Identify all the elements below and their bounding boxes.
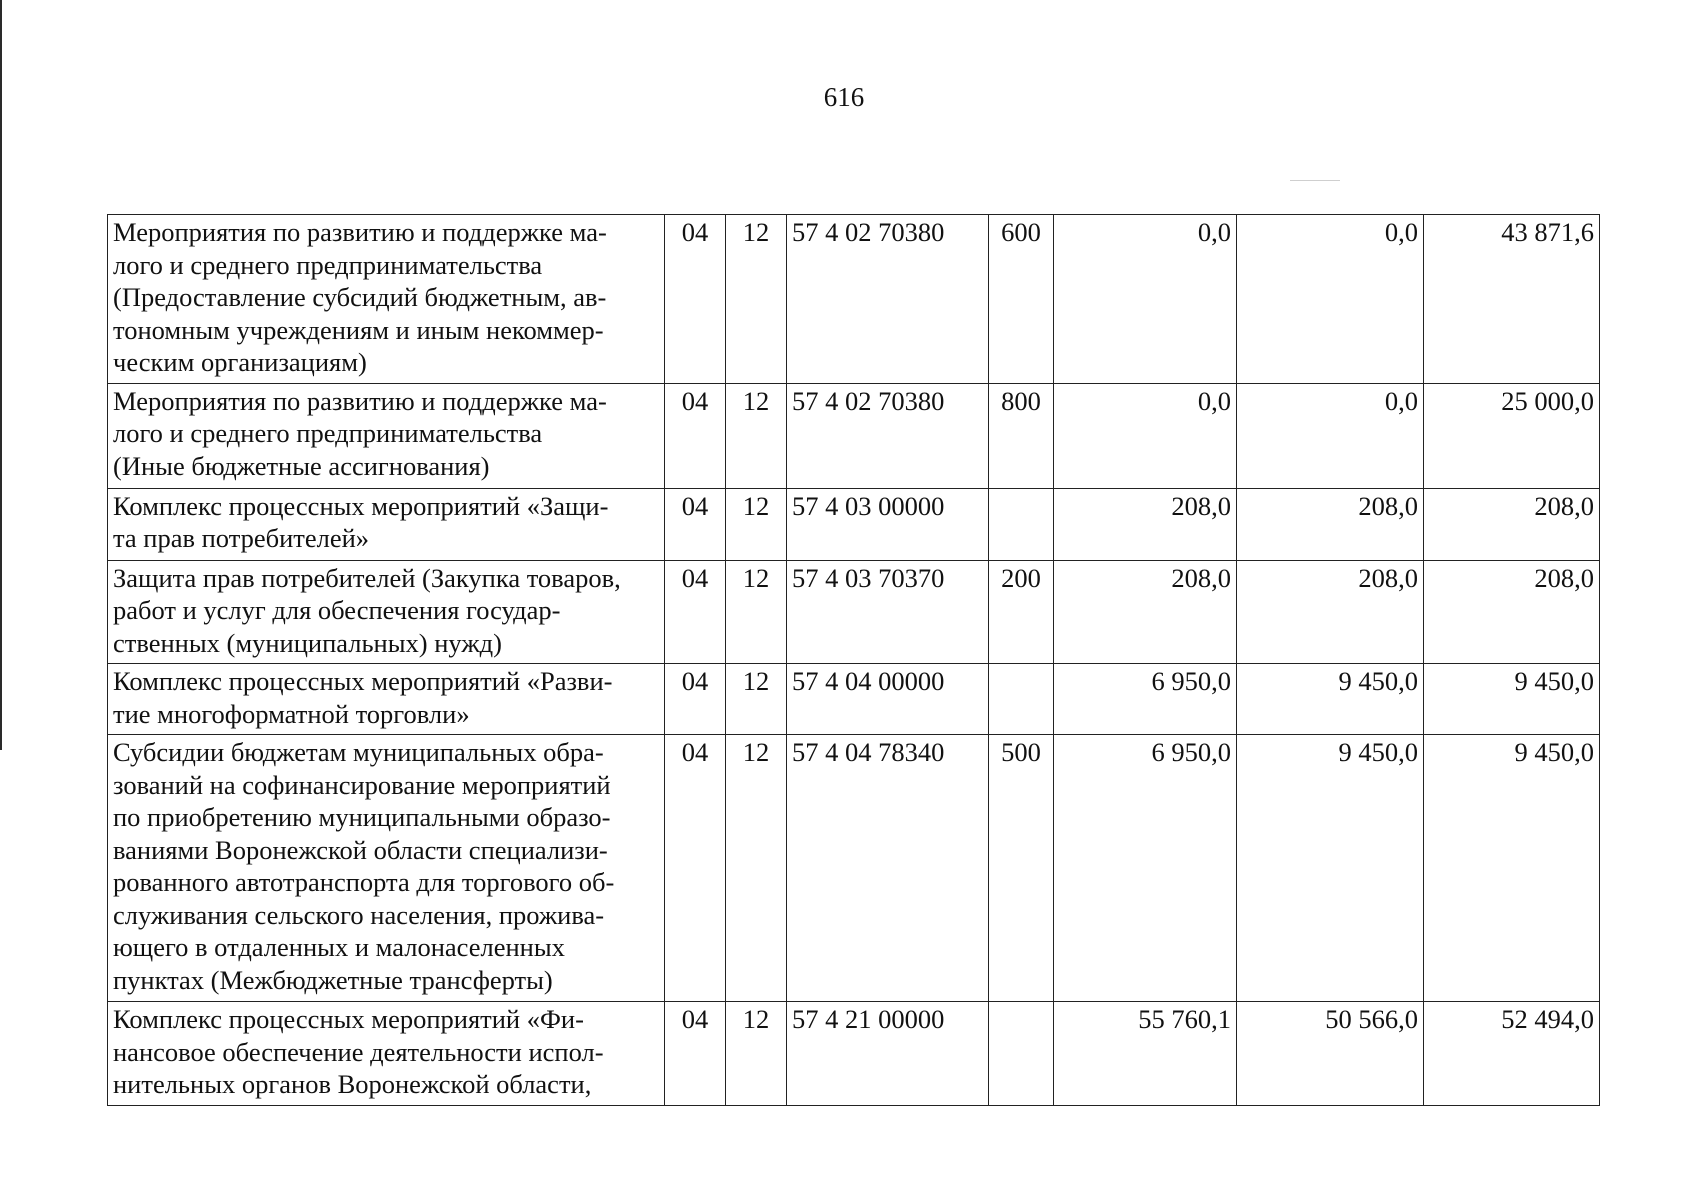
amount-cell-3: 208,0 [1424, 488, 1600, 560]
amount-cell-1: 208,0 [1054, 560, 1237, 664]
row-name-cell: Субсидии бюджетам муниципальных обра- зований на софинансирование мероприятий по приобретению муниципальными образо- ваниями Воронежской области специализи- рованного автотранспорта для торгового об- служивания сельского населения, прожива- ющего в отдаленных и малонаселенных пунктах (Межбюджетные трансферты) [108, 735, 665, 1002]
section-code-cell: 04 [665, 735, 726, 1002]
target-article-cell: 57 4 02 70380 [787, 383, 989, 488]
subsection-code-cell: 12 [726, 664, 787, 735]
amount-cell-2: 9 450,0 [1237, 735, 1424, 1002]
expense-type-cell [989, 488, 1054, 560]
page-number: 616 [823, 82, 865, 112]
subsection-code-cell: 12 [726, 560, 787, 664]
amount-cell-3: 208,0 [1424, 560, 1600, 664]
row-name-cell: Мероприятия по развитию и поддержке ма- лого и среднего предпринимательства (Иные бюджетные ассигнования) [108, 383, 665, 488]
scan-artifact [1290, 180, 1340, 181]
table-body [108, 215, 1600, 1106]
amount-cell-1: 6 950,0 [1054, 735, 1237, 1002]
amount-cell-1: 55 760,1 [1054, 1002, 1237, 1106]
row-name-cell: Комплекс процессных мероприятий «Разви- тие многоформатной торговли» [108, 664, 665, 735]
amount-cell-1: 6 950,0 [1054, 664, 1237, 735]
section-code-cell: 04 [665, 383, 726, 488]
amount-cell-2: 208,0 [1237, 488, 1424, 560]
expense-type-cell: 500 [989, 735, 1054, 1002]
amount-cell-2: 50 566,0 [1237, 1002, 1424, 1106]
amount-cell-2: 208,0 [1237, 560, 1424, 664]
target-article-cell: 57 4 21 00000 [787, 1002, 989, 1106]
subsection-code-cell: 12 [726, 1002, 787, 1106]
amount-cell-1: 0,0 [1054, 215, 1237, 384]
row-name-cell: Защита прав потребителей (Закупка товаров, работ и услуг для обеспечения государ- ственных (муниципальных) нужд) [108, 560, 665, 664]
amount-cell-2: 0,0 [1237, 383, 1424, 488]
row-name-cell: Комплекс процессных мероприятий «Фи- нансовое обеспечение деятельности испол- нительных органов Воронежской области, [108, 1002, 665, 1106]
amount-cell-1: 0,0 [1054, 383, 1237, 488]
amount-cell-2: 9 450,0 [1237, 664, 1424, 735]
target-article-cell: 57 4 02 70380 [787, 215, 989, 384]
expense-type-cell: 600 [989, 215, 1054, 384]
target-article-cell: 57 4 04 00000 [787, 664, 989, 735]
table-row [108, 1002, 1600, 1106]
expense-type-cell [989, 1002, 1054, 1106]
table-row [108, 560, 1600, 664]
amount-cell-1: 208,0 [1054, 488, 1237, 560]
subsection-code-cell: 12 [726, 383, 787, 488]
table-row [108, 488, 1600, 560]
amount-cell-3: 43 871,6 [1424, 215, 1600, 384]
subsection-code-cell: 12 [726, 215, 787, 384]
section-code-cell: 04 [665, 560, 726, 664]
subsection-code-cell: 12 [726, 488, 787, 560]
table-row [108, 735, 1600, 1002]
target-article-cell: 57 4 04 78340 [787, 735, 989, 1002]
section-code-cell: 04 [665, 488, 726, 560]
amount-cell-3: 9 450,0 [1424, 664, 1600, 735]
table-row [108, 383, 1600, 488]
section-code-cell: 04 [665, 1002, 726, 1106]
expense-type-cell: 800 [989, 383, 1054, 488]
amount-cell-3: 9 450,0 [1424, 735, 1600, 1002]
target-article-cell: 57 4 03 00000 [787, 488, 989, 560]
amount-cell-3: 25 000,0 [1424, 383, 1600, 488]
row-name-cell: Мероприятия по развитию и поддержке ма- лого и среднего предпринимательства (Предоставление субсидий бюджетным, ав- тономным учреждениям и иным некоммер- ческим организациям) [108, 215, 665, 384]
row-name-cell: Комплекс процессных мероприятий «Защи- та прав потребителей» [108, 488, 665, 560]
section-code-cell: 04 [665, 215, 726, 384]
expense-type-cell: 200 [989, 560, 1054, 664]
section-code-cell: 04 [665, 664, 726, 735]
amount-cell-3: 52 494,0 [1424, 1002, 1600, 1106]
target-article-cell: 57 4 03 70370 [787, 560, 989, 664]
budget-table [107, 214, 1600, 1106]
table-row [108, 215, 1600, 384]
expense-type-cell [989, 664, 1054, 735]
table-row [108, 664, 1600, 735]
amount-cell-2: 0,0 [1237, 215, 1424, 384]
subsection-code-cell: 12 [726, 735, 787, 1002]
